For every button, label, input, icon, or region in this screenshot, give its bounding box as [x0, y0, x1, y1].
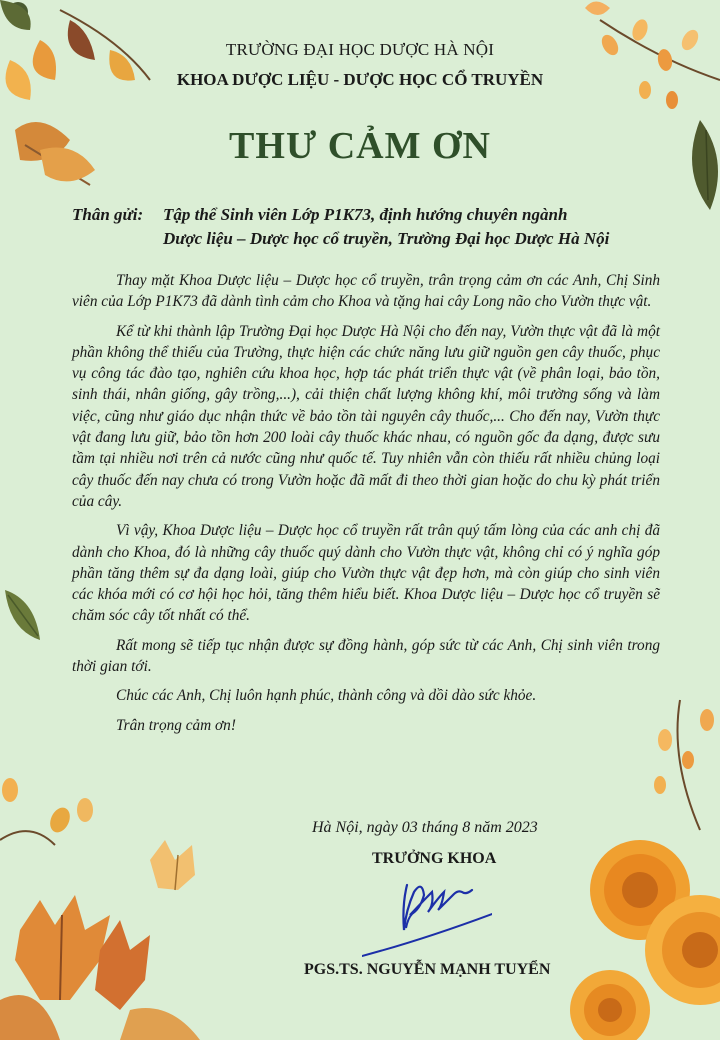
date-line: Hà Nội, ngày 03 tháng 8 năm 2023 — [312, 819, 538, 836]
body-paragraph-2: Kể từ khi thành lập Trường Đại học Dược Hà Nội cho đến nay, Vườn thực vật đã là một phần không thể thiếu của Trường, thực hiện các chức năng lưu giữ nguồn gen cây thuốc, phục vụ công tác đào tạo, nghiên cứu khoa học, hợp tác phát triển thực vật (về phân loại, bảo tồn, sinh thái, nhân giống, gây trồng,...), cải thiện chất lượng không khí, môi trường sống và làm việc, cũng như giáo dục nhận thức về bảo tồn tài nguyên cây thuốc,... Cho đến nay, Vườn thực vật đang lưu giữ, bảo tồn hơn 200 loài cây thuốc khác nhau, có nguồn gốc đa dạng, được sưu tầm tại nhiều nơi trên cả nước cũng như quốc tế. Tuy nhiên vẫn còn thiếu rất nhiều chủng loại cây thuốc đến nay chưa có trong Vườn hoặc đã mất đi theo thời gian hoặc do chu kỳ phát triển của cây. — [72, 322, 660, 510]
greeting-recipient-line-2: Dược liệu – Dược học cổ truyền, Trường Đại học Dược Hà Nội — [163, 229, 610, 248]
body-paragraph-5: Chúc các Anh, Chị luôn hạnh phúc, thành công và dồi dào sức khỏe. — [116, 687, 537, 705]
greeting-recipient-line-1: Tập thể Sinh viên Lớp P1K73, định hướng chuyên ngành — [163, 205, 568, 224]
body-paragraph-4: Rất mong sẽ tiếp tục nhận được sự đồng hành, góp sức từ các Anh, Chị sinh viên trong thời gian tới. — [72, 636, 660, 676]
letter-title: THƯ CẢM ƠN — [229, 125, 491, 167]
signer-name: PGS.TS. NGUYỄN MẠNH TUYỂN — [304, 961, 551, 978]
handwritten-signature — [362, 870, 492, 960]
body-paragraph-1: Thay mặt Khoa Dược liệu – Dược học cổ truyền, trân trọng cảm ơn các Anh, Chị Sinh viên của Lớp P1K73 đã dành tình cảm cho Khoa và tặng hai cây Long não cho Vườn thực vật. — [72, 272, 660, 311]
body-paragraph-3: Vì vậy, Khoa Dược liệu – Dược học cổ truyền rất trân quý tấm lòng của các anh chị đã dành cho Khoa, đó là những cây thuốc quý dành cho Vườn thực vật, không chỉ có ý nghĩa góp phần tăng thêm sự đa dạng loài, giúp cho Vườn thực vật đẹp hơn, mà còn giúp cho sinh viên các khóa mới có cơ hội học hỏi, tăng thêm hiểu biết. Khoa Dược liệu – Dược học cổ truyền sẽ chăm sóc cây tốt nhất có thể. — [72, 522, 660, 625]
signer-role: TRƯỞNG KHOA — [372, 850, 497, 867]
university-name: TRƯỜNG ĐẠI HỌC DƯỢC HÀ NỘI — [225, 40, 495, 59]
faculty-name: KHOA DƯỢC LIỆU - DƯỢC HỌC CỔ TRUYỀN — [176, 70, 544, 89]
body-paragraph-6: Trân trọng cảm ơn! — [116, 716, 236, 734]
greeting-label: Thân gửi: — [72, 205, 144, 224]
letter-body — [72, 270, 660, 744]
